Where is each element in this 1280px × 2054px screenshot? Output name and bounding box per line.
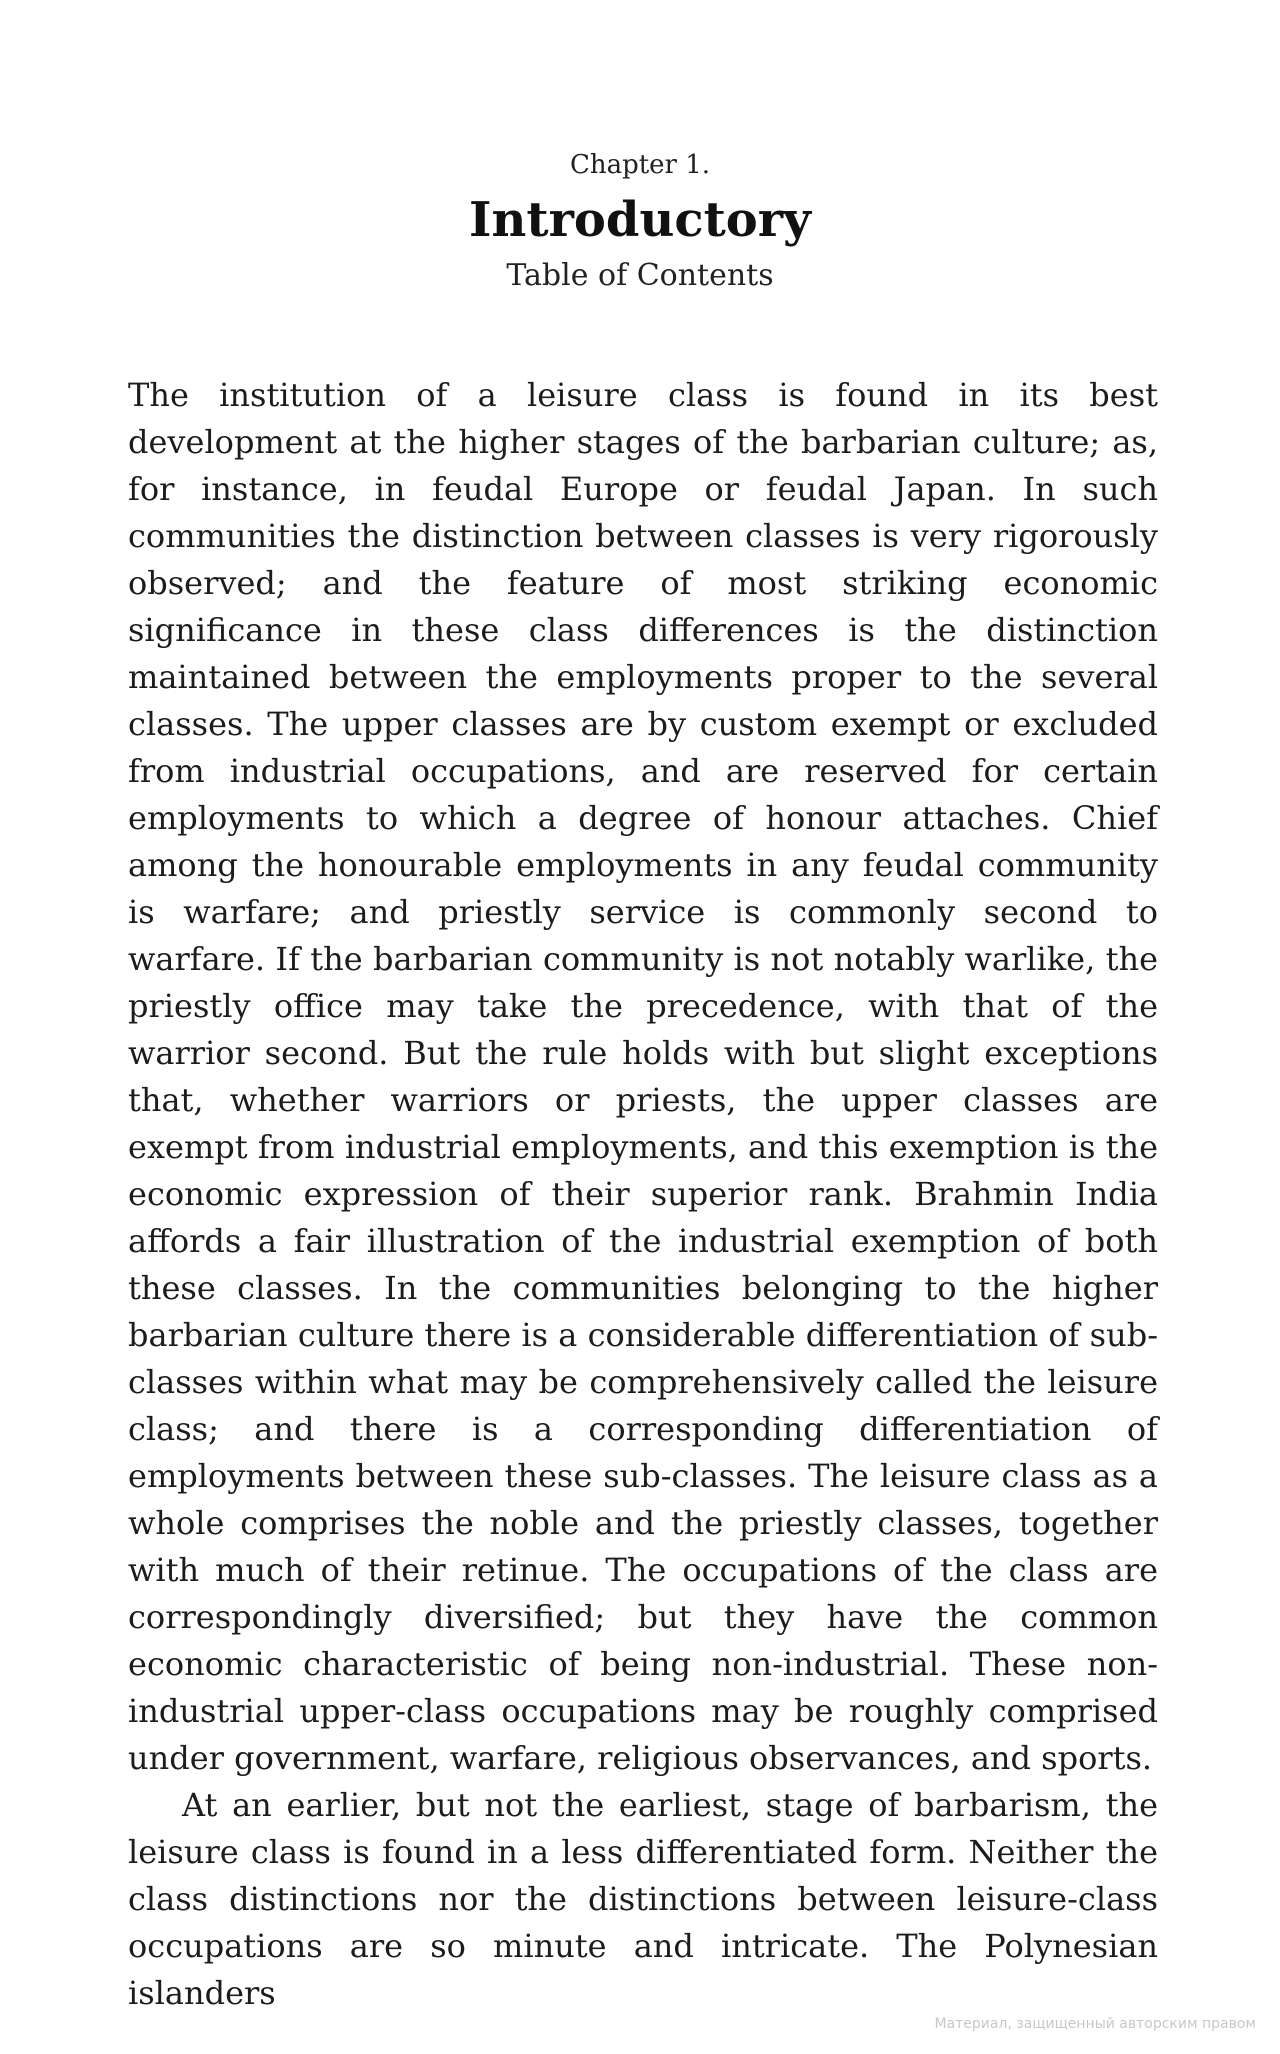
chapter-title: Introductory [469,192,811,248]
copyright-watermark: Материал, защищенный авторским правом [934,2016,1256,2032]
table-of-contents-link[interactable]: Table of Contents [506,258,774,293]
chapter-body [128,372,1158,2017]
paragraph-2: At an earlier, but not the earliest, stage of barbarism, the leisure class is found in a less differentiated form. Neither the class distinctions nor the distinctions between leisure-class occupations are so minute and intricate. The Polynesian islanders [128,1786,1158,2012]
chapter-number: Chapter 1. [569,150,711,180]
paragraph-1: The institution of a leisure class is found in its best development at the higher stages of the barbarian culture; as, for instance, in feudal Europe or feudal Japan. In such communities the distinction between classes is very rigorously observed; and the feature of most striking economic significance in these class differences is the distinction maintained between the employments proper to the several classes. The upper classes are by custom exempt or excluded from industrial occupations, and are reserved for certain employments to which a degree of honour attaches. Chief among the honourable employments in any feudal community is warfare; and priestly service is commonly second to warfare. If the barbarian community is not notably warlike, the priestly office may take the precedence, with that of the warrior second. But the rule holds with but slight exceptions that, whether warriors or priests, the upper classes are exempt from industrial employments, and this exemption is the economic expression of their superior rank. Brahmin India affords a fair illustration of the industrial exemption of both these classes. In the communities belonging to the higher barbarian culture there is a considerable differentiation of sub-classes within what may be comprehensively called the leisure class; and there is a corresponding differentiation of employments between these sub-classes. The leisure class as a whole comprises the noble and the priestly classes, together with much of their retinue. The occupations of the class are correspondingly diversified; but they have the common economic characteristic of being non-industrial. These non-industrial upper-class occupations may be roughly comprised under government, warfare, religious observances, and sports. [128,376,1158,1777]
